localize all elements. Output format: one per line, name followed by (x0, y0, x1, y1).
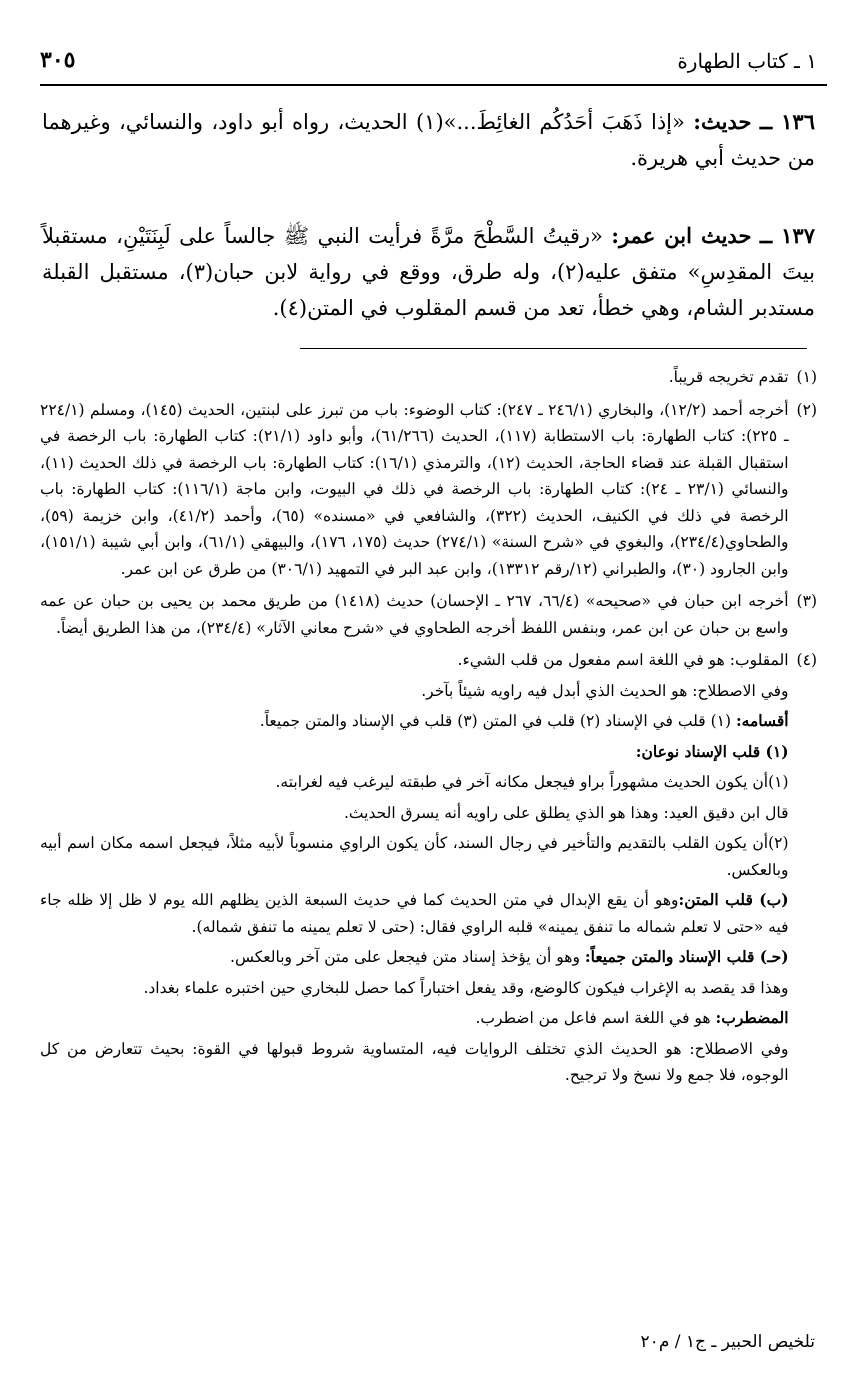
footnote-text: هو في اللغة اسم فاعل من اضطرب. (475, 1009, 716, 1027)
hadith-text: «رقيتُ السَّطْحَ مرَّةً فرأيت النبي ﷺ جالساً على لَبِنَتَيْنِ، مستقبلاً بيتَ المقدِسِ» متفق عليه(٢)، وله طرق، ووقع في رواية لابن حبان(٣)، مستقبل القبلة مستدبر الشام، وهي خطأ، تعد من قسم المقلوب في المتن(٤). (42, 224, 815, 320)
footnote-text: وهو أن يؤخذ إسناد متن فيجعل على متن آخر وبالعكس. (230, 948, 585, 966)
footnote-paragraph (40, 1036, 789, 1089)
footnote-text: (١) قلب في الإسناد (٢) قلب في المتن (٣) قلب في الإسناد والمتن جميعاً. (259, 712, 736, 730)
footnote-paragraph (40, 678, 789, 705)
footnote-heading: (١) قلب الإسناد نوعان: (635, 741, 789, 761)
footnote-paragraph (40, 769, 789, 796)
footnote-paragraph (40, 588, 789, 641)
footnote-text: وفي الاصطلاح: هو الحديث الذي أبدل فيه راويه شيئاً بآخر. (421, 681, 789, 700)
footnote-text: قال ابن دقيق العيد: وهذا هو الذي يطلق على راويه أنه يسرق الحديث. (344, 803, 789, 822)
footnote-heading: المضطرب: (715, 1008, 789, 1027)
footnote-text: وهو أن يقع الإبدال في متن الحديث كما في حديث السبعة الذين يظلهم الله يوم لا ظل إلا ظله جاء فيه «حتى لا تعلم شماله ما تنفق يمينه» قلبه الراوي فقال: (حتى لا تعلم يمينه ما تنفق شماله). (40, 891, 789, 936)
page-number: ٣٠٥ (40, 47, 76, 73)
footnote-text: (٢)أن يكون القلب بالتقديم والتأخير في رجال السند، كأن يكون الراوي منسوباً لأبيه مثلاً، فيجعل اسمه مكان اسم أبيه وبالعكس. (40, 834, 789, 879)
footnote-paragraph (40, 944, 789, 971)
hadith-text: «إذا ذَهَبَ أحَدُكُم الغائِطَ...»(١) الحديث، رواه أبو داود، والنسائي، وغيرهما من حديث أبي هريرة. (42, 110, 815, 170)
footnote-heading: (ب) قلب المتن: (678, 890, 789, 909)
footnote-item (40, 647, 817, 1093)
footnote-rule (300, 348, 807, 349)
footnote-paragraph (40, 830, 789, 883)
footnote-paragraph (40, 887, 789, 940)
footnote-paragraph (40, 647, 789, 674)
footnote-number: (٢) (796, 400, 817, 419)
footnote-body (40, 397, 789, 587)
hadith-number: ١٣٦ ــ (759, 109, 815, 134)
footnote-number: (٣) (796, 592, 817, 610)
footnote-text: وهذا قد يقصد به الإغراب فيكون كالوضع، وقد يفعل اختباراً كما حصل للبخاري حين اختبره علماء بغداد. (143, 978, 789, 997)
footnote-paragraph (40, 708, 789, 735)
footnote-heading: (حـ) قلب الإسناد والمتن جميعاً: (584, 947, 789, 966)
footnote-body (40, 588, 789, 645)
footnote-paragraph (40, 397, 789, 583)
footnote-text: (١)أن يكون الحديث مشهوراً براو فيجعل مكانه آخر في طبقته ليرغب فيه لغرابته. (275, 773, 789, 791)
chapter-title: ١ ـ كتاب الطهارة (677, 49, 817, 73)
footnote-item (40, 588, 817, 645)
footnote-heading: أقسامه: (735, 711, 789, 730)
footnote-number: (٤) (796, 651, 817, 669)
hadith-number: ١٣٧ ــ (759, 223, 815, 248)
footer-signature: تلخيص الحبير ـ ج١ / م٢٠ (640, 1332, 815, 1352)
footnote-text: المقلوب: هو في اللغة اسم مفعول من قلب الشيء. (457, 651, 789, 669)
footnote-item (40, 397, 817, 587)
footnote-paragraph (40, 364, 789, 391)
footnote-paragraph (40, 800, 789, 827)
footnote-text: أخرجه أحمد (١٢/٢)، والبخاري (٢٤٦/١ ـ ٢٤٧): كتاب الوضوء: باب من تبرز على لبنتين، الحديث (١٤٥)، ومسلم (٢٢٤/١ ـ ٢٢٥): كتاب الطهارة: باب الاستطابة (١١٧)، الحديث (٦١/٢٦٦)، وأبو داود (٢١/١): كتاب الطهارة: باب الرخصة في استقبال القبلة عند قضاء الحاجة، الحديث (١٢)، والترمذي (١٦/١): كتاب الطهارة: باب الرخصة في ذلك الحديث (١١)، والنسائي (٢٣/١ ـ ٢٤): كتاب الطهارة: باب الرخصة في ذلك في البيوت، وابن ماجة (١١٦/١): كتاب الطهارة: باب الرخصة في ذلك في الكنيف، الحديث (٣٢٢)، والشافعي في «مسنده» (٦٥)، وأحمد (٤١/٢)، وابن خزيمة (٥٩)، والطحاوي(٢٣٤/٤)، والبغوي في «شرح السنة» (٢٧٤/١) حديث (١٧٥، ١٧٦)، والبيهقي (٦١/١)، وابن أبي شيبة (١٥١/١)، وابن الجارود (٣٠)، والطبراني (١٢/رقم ١٣٣١٢)، وابن عبد البر في التمهيد (٣٠٦/١) من طرق عن ابن عمر. (40, 400, 789, 578)
footnote-paragraph (40, 975, 789, 1002)
footnote-text: وفي الاصطلاح: هو الحديث الذي تختلف الروايات فيه، المتساوية شروط قبولها في القوة: بحيث تتعارض من كل الوجوه، فلا جمع ولا نسخ ولا ترجيح. (40, 1039, 789, 1084)
footnote-paragraph (40, 1005, 789, 1032)
footnote-item (40, 364, 817, 395)
footnote-text: أخرجه ابن حبان في «صحيحه» (٦٦/٤، ٢٦٧ ـ الإحسان) حديث (١٤١٨) من طريق محمد بن يحيى بن حبان عن عمه واسع بن حبان عن ابن عمر، وبنفس اللفظ أخرجه الطحاوي في «شرح معاني الآثار» (٢٣٤/٤)، من هذا الطريق أيضاً. (40, 592, 789, 637)
hadith-137 (42, 218, 815, 326)
hadith-136 (42, 104, 815, 176)
footnote-text: تقدم تخريجه قريباً. (668, 368, 789, 386)
footnote-body (40, 364, 789, 395)
hadith-label: حديث: (693, 109, 752, 134)
hadith-label: حديث ابن عمر: (611, 223, 752, 248)
footnote-body (40, 647, 789, 1093)
header-rule (40, 84, 827, 86)
footnote-number: (١) (796, 368, 817, 386)
footnote-paragraph (40, 739, 789, 766)
footnotes (40, 364, 817, 1095)
